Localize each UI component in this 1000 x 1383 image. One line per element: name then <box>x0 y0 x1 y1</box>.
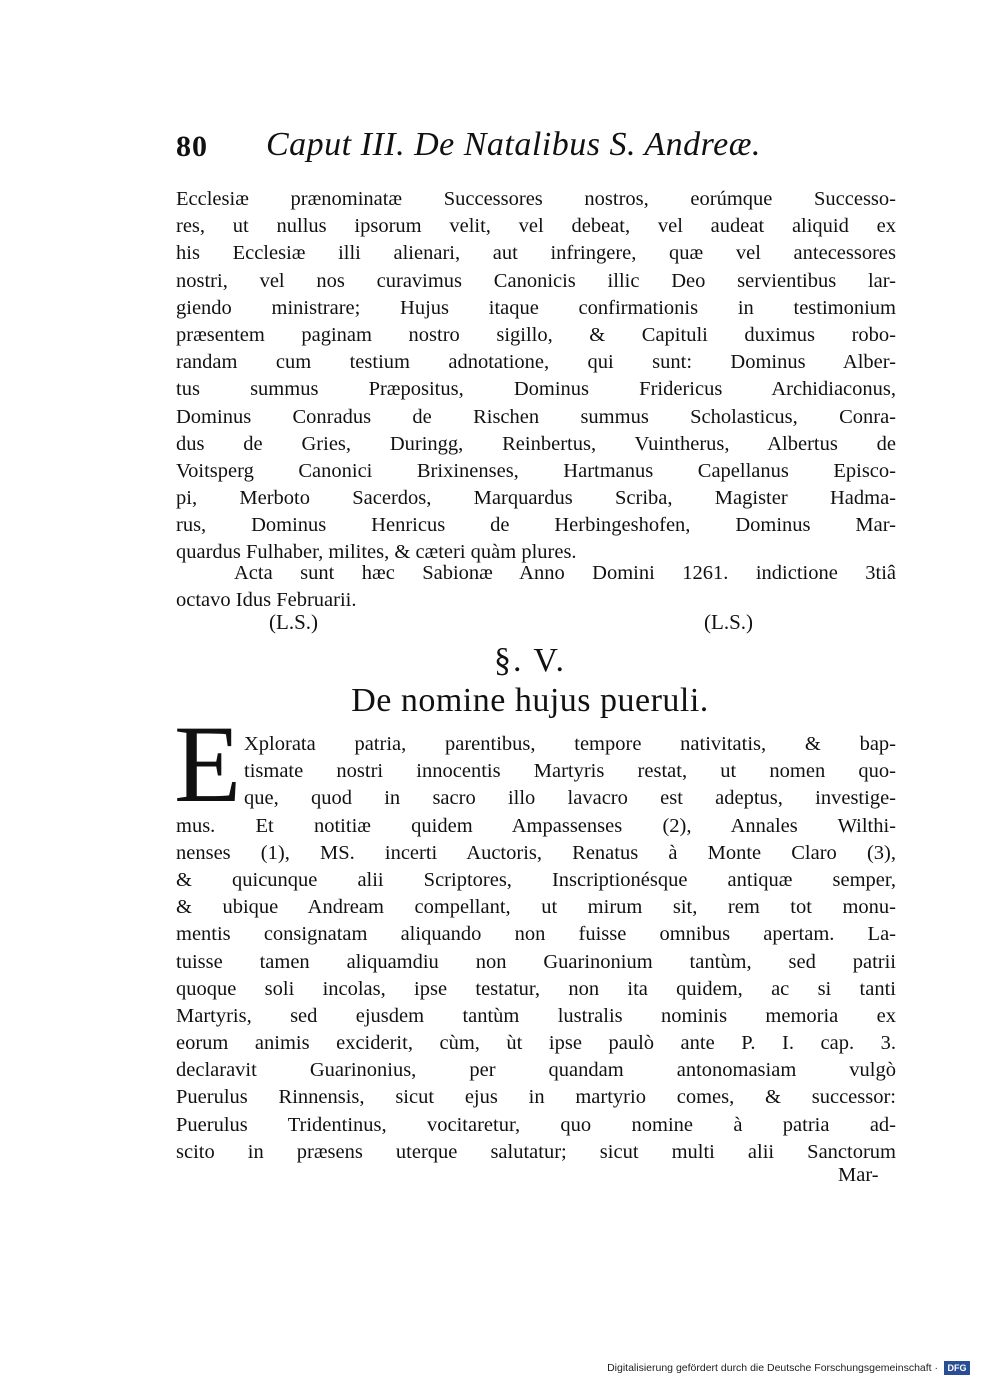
text-line: & ubique Andream compellant, ut mirum sit, rem tot monu- <box>176 896 896 919</box>
dfg-logo-icon: DFG <box>944 1361 970 1375</box>
text-line: Xplorata patria, parentibus, tempore nativitatis, & bap- <box>244 733 896 755</box>
text-line: nostri, vel nos curavimus Canonicis illic Deo servientibus lar- <box>176 269 896 292</box>
text-line: Martyris, sed ejusdem tantùm lustralis nominis memoria ex <box>176 1004 896 1027</box>
page-header <box>176 126 896 176</box>
text-line: Ecclesiæ prænominatæ Successores nostros, eorúmque Successo- <box>176 188 896 210</box>
text-line: tus summus Præpositus, Dominus Fridericus Archidiaconus, <box>176 378 896 401</box>
text-line: tuisse tamen aliquamdiu non Guarinonium tantùm, sed patrii <box>176 950 896 973</box>
text-line: octavo Idus Februarii. <box>176 589 357 612</box>
funding-credit: Digitalisierung gefördert durch die Deutsche Forschungsgemeinschaft · <box>607 1362 938 1374</box>
text-line: Puerulus Tridentinus, vocitaretur, quo nomine à patria ad- <box>176 1113 896 1136</box>
text-line: que, quod in sacro illo lavacro est adeptus, investige- <box>244 787 896 810</box>
paragraph-charter <box>176 186 896 567</box>
text-line: & quicunque alii Scriptores, Inscriptionésque antiquæ semper, <box>176 868 896 891</box>
text-line: quardus Fulhaber, milites, & cæteri quàm plures. <box>176 541 577 564</box>
text-line: randam cum testium adnotatione, qui sunt: Dominus Alber- <box>176 351 896 374</box>
text-line: tismate nostri innocentis Martyris restat, ut nomen quo- <box>244 760 896 783</box>
text-line: Dominus Conradus de Rischen summus Scholasticus, Conra- <box>176 405 896 428</box>
text-line: mentis consignatam aliquando non fuisse omnibus apertam. La- <box>176 923 896 946</box>
text-line: declaravit Guarinonius, per quandam antonomasiam vulgò <box>176 1059 896 1082</box>
text-line: dus de Gries, Duringg, Reinbertus, Vuintherus, Albertus de <box>176 432 896 455</box>
drop-cap-initial: E <box>174 703 242 825</box>
catchword: Mar- <box>838 1164 879 1186</box>
text-line: præsentem paginam nostro sigillo, & Capituli duximus robo- <box>176 323 896 346</box>
text-line: giendo ministrare; Hujus itaque confirmationis in testimonium <box>176 296 896 319</box>
digitization-footer <box>607 1362 970 1378</box>
paragraph-name <box>176 731 896 1166</box>
text-line: his Ecclesiæ illi alienari, aut infringere, quæ vel antecessores <box>176 242 896 265</box>
section-title: De nomine hujus pueruli. <box>351 682 709 719</box>
text-line: Acta sunt hæc Sabionæ Anno Domini 1261. indictione 3tiâ <box>234 562 896 584</box>
section-number: §. V. <box>493 642 567 679</box>
page-number: 80 <box>176 130 208 163</box>
text-line: quoque soli incolas, ipse testatur, non ita quidem, ac si tanti <box>176 977 896 1000</box>
text-line: eorum animis exciderit, cùm, ùt ipse paulò ante P. I. cap. 3. <box>176 1032 896 1055</box>
text-line: pi, Merboto Sacerdos, Marquardus Scriba, Magister Hadma- <box>176 487 896 510</box>
running-title: Caput III. De Natalibus S. Andreæ. <box>266 126 761 163</box>
seal-right: (L.S.) <box>704 610 753 634</box>
paragraph-dating <box>176 560 896 614</box>
text-line: nenses (1), MS. incerti Auctoris, Renatus à Monte Claro (3), <box>176 841 896 864</box>
text-line: rus, Dominus Henricus de Herbingeshofen, Dominus Mar- <box>176 514 896 537</box>
seal-left: (L.S.) <box>269 610 318 634</box>
text-line: res, ut nullus ipsorum velit, vel debeat, vel audeat aliquid ex <box>176 215 896 238</box>
text-line: scito in præsens uterque salutatur; sicut multi alii Sanctorum <box>176 1140 896 1163</box>
text-line: Voitsperg Canonici Brixinenses, Hartmanus Capellanus Episco- <box>176 459 896 482</box>
seal-marks <box>176 610 896 640</box>
text-line: Puerulus Rinnensis, sicut ejus in martyrio comes, & successor: <box>176 1086 896 1109</box>
text-line: mus. Et notitiæ quidem Ampassenses (2), Annales Wilthi- <box>176 814 896 837</box>
